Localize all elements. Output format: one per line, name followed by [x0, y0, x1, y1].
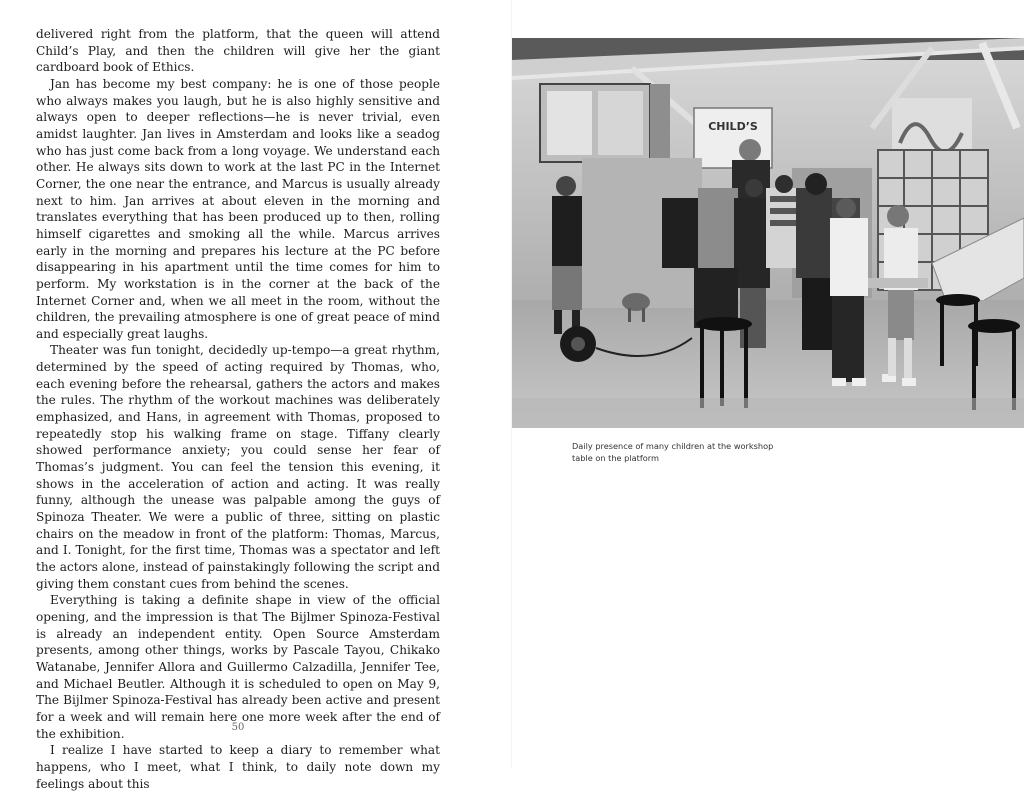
paragraph — [36, 742, 440, 792]
paragraph — [36, 26, 440, 76]
paragraph-text: Everything is taking a definite shape in view of the official opening, and the impression is that The Bijlmer Spinoza-Festival is already an independent entity. Open Source Amsterdam presents, among other things, works by Pascale Tayou, Chikako Watanabe, Jennifer Allora and Guillermo Calzadilla, Jennifer Tee, and Michael Beutler. Although it is scheduled to open on May 9, The Bijlmer Spinoza-Festival has already been active and present for a week and will remain here one more week after the end of the exhibition. — [36, 593, 440, 741]
paragraph — [36, 76, 440, 343]
photo-children-workshop — [512, 38, 1024, 428]
page-number: 50 — [231, 722, 245, 733]
paragraph — [36, 342, 440, 592]
paragraph — [36, 592, 440, 742]
paragraph-text: Theater was fun tonight, decidedly up-tempo—a great rhythm, determined by the speed of acting required by Thomas, who, each evening before the rehearsal, gathers the actors and makes the rules. The rhythm of the workout machines was deliberately emphasized, and Hans, in agreement with Thomas, proposed to repeatedly stop his walking frame on stage. Tiffany clearly showed performance anxiety; you could sense her fear of Thomas’s judgment. You can feel the tension this evening, it shows in the acceleration of action and acting. It was really funny, although the unease was palpable among the guys of Spinoza Theater. We were a public of three, sitting on plastic chairs on the meadow in front of the platform: Thomas, Marcus, and I. Tonight, for the first time, Thomas was a spectator and left the actors alone, instead of painstakingly following the script and giving them constant cues from behind the scenes. — [36, 343, 440, 591]
paragraph-text: delivered right from the platform, that the queen will attend Child’s Play, and then the children will give her the giant cardboard book of Ethics. — [36, 27, 440, 75]
photo-illustration — [512, 38, 1024, 428]
paragraph-text: Jan has become my best company: he is one of those people who always makes you laugh, but he is also highly sensitive and always open to deeper reflections—he is never trivial, even amidst laughter. Jan lives in Amsterdam and looks like a seadog who has just come back from a long voyage. We understand each other. He always sits down to work at the last PC in the Internet Corner, the one near the entrance, and Marcus is usually already next to him. Jan arrives at about eleven in the morning and translates everything that has been produced up to then, rolling himself cigarettes and smoking all the while. Marcus arrives early in the morning and prepares his lecture at the PC before disappearing in his apartment until the time comes for him to perform. My workstation is in the corner at the back of the Internet Corner and, when we all meet in the room, without the children, the prevailing atmosphere is one of great peace of mind and especially great laughs. — [36, 76, 440, 341]
photo-caption: Daily presence of many children at the workshop table on the platform — [572, 441, 774, 463]
left-page-text — [36, 26, 440, 792]
sign-text: CHILD’S — [708, 120, 758, 133]
paragraph-text: I realize I have started to keep a diary to remember what happens, who I meet, what I think, to daily note down my feelings about this — [36, 743, 440, 791]
